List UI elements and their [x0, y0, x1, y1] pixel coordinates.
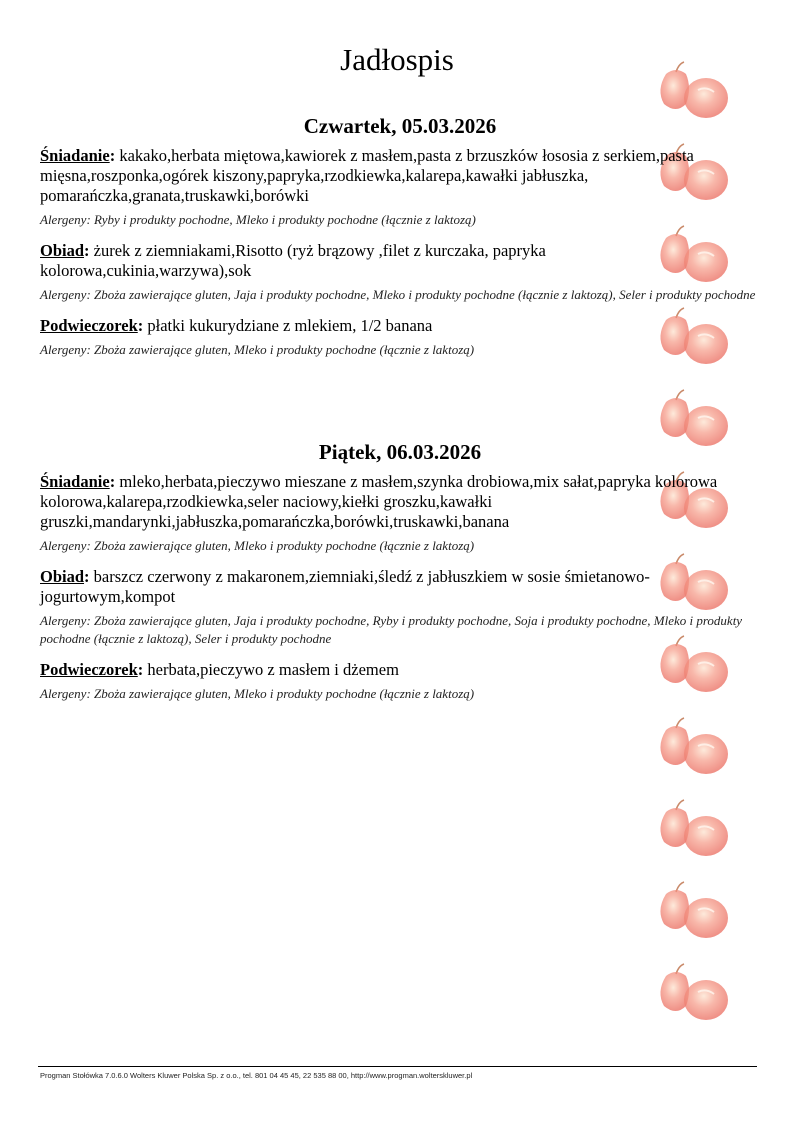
meal-afternoon-snack [40, 316, 760, 359]
meal-content: kakako,herbata miętowa,kawiorek z masłem,pasta z brzuszków łososia z serkiem,pasta mięsna,roszponka,ogórek kiszony,papryka,rzodkiewka,kalarepa,kawałki jabłuszka, pomarańczka,granata,truskawki,borówki [40, 146, 694, 205]
meal-label-colon: : [109, 146, 116, 165]
day-section-thursday [40, 112, 760, 371]
meal-label: Śniadanie [40, 146, 110, 165]
meal-lunch [40, 567, 760, 648]
footer-divider [38, 1066, 757, 1067]
meal-breakfast [40, 472, 760, 555]
meal-label: Śniadanie [40, 472, 110, 491]
meal-label-colon: : [137, 316, 144, 335]
allergens-text: Alergeny: Zboża zawierające gluten, Mleko i produkty pochodne (łącznie z laktozą) [40, 538, 475, 553]
fruit-decoration-icon [648, 962, 732, 1028]
meal-content: herbata,pieczywo z masłem i dżemem [147, 660, 399, 679]
fruit-decoration-icon [648, 716, 732, 782]
footer-text: Progman Stołówka 7.0.6.0 Wolters Kluwer Polska Sp. z o.o., tel. 801 04 45 45, 22 535 88 00, http://www.progman.wolterskluwer.pl [40, 1071, 473, 1080]
meal-label-colon: : [84, 567, 90, 586]
meal-content: płatki kukurydziane z mlekiem, 1/2 banana [147, 316, 433, 335]
meal-lunch [40, 241, 760, 304]
meal-label-colon: : [84, 241, 90, 260]
meal-label-colon: : [137, 660, 144, 679]
allergens-text: Alergeny: Zboża zawierające gluten, Mleko i produkty pochodne (łącznie z laktozą) [40, 686, 475, 701]
meal-label: Podwieczorek [40, 660, 138, 679]
allergens-text: Alergeny: Zboża zawierające gluten, Jaja i produkty pochodne, Ryby i produkty pochodne, Soja i produkty pochodne, Mleko i produkty pochodne (łącznie z laktozą), Seler i produkty pochodne [40, 613, 743, 646]
meal-breakfast [40, 146, 760, 229]
allergens-text: Alergeny: Zboża zawierające gluten, Jaja i produkty pochodne, Mleko i produkty pochodne (łącznie z laktozą), Seler i produkty pochodne [40, 287, 756, 302]
meal-label: Obiad [40, 567, 85, 586]
allergens-text: Alergeny: Ryby i produkty pochodne, Mleko i produkty pochodne (łącznie z laktozą) [40, 212, 476, 227]
fruit-decoration-icon [648, 880, 732, 946]
meal-label: Obiad [40, 241, 85, 260]
meal-content: barszcz czerwony z makaronem,ziemniaki,śledź z jabłuszkiem w sosie śmietanowo-jogurtowym,kompot [40, 567, 650, 606]
meal-label-colon: : [109, 472, 116, 491]
page-title: Jadłospis [340, 42, 454, 77]
meal-content: mleko,herbata,pieczywo mieszane z masłem,szynka drobiowa,mix sałat,papryka kolorowa kolorowa,kalarepa,rzodkiewka,seler naciowy,kiełki groszku,kawałki gruszki,mandarynki,jabłuszka,pomarańczka,borówki,truskawki,banana [40, 472, 718, 531]
day-heading: Piątek, 06.03.2026 [318, 440, 482, 464]
day-section-friday [40, 438, 760, 715]
meal-content: żurek z ziemniakami,Risotto (ryż brązowy ,filet z kurczaka, papryka kolorowa,cukinia,warzywa),sok [40, 241, 546, 280]
day-heading: Czwartek, 05.03.2026 [303, 114, 497, 138]
fruit-decoration-icon [648, 798, 732, 864]
meal-afternoon-snack [40, 660, 760, 703]
meal-label: Podwieczorek [40, 316, 138, 335]
allergens-text: Alergeny: Zboża zawierające gluten, Mleko i produkty pochodne (łącznie z laktozą) [40, 342, 475, 357]
